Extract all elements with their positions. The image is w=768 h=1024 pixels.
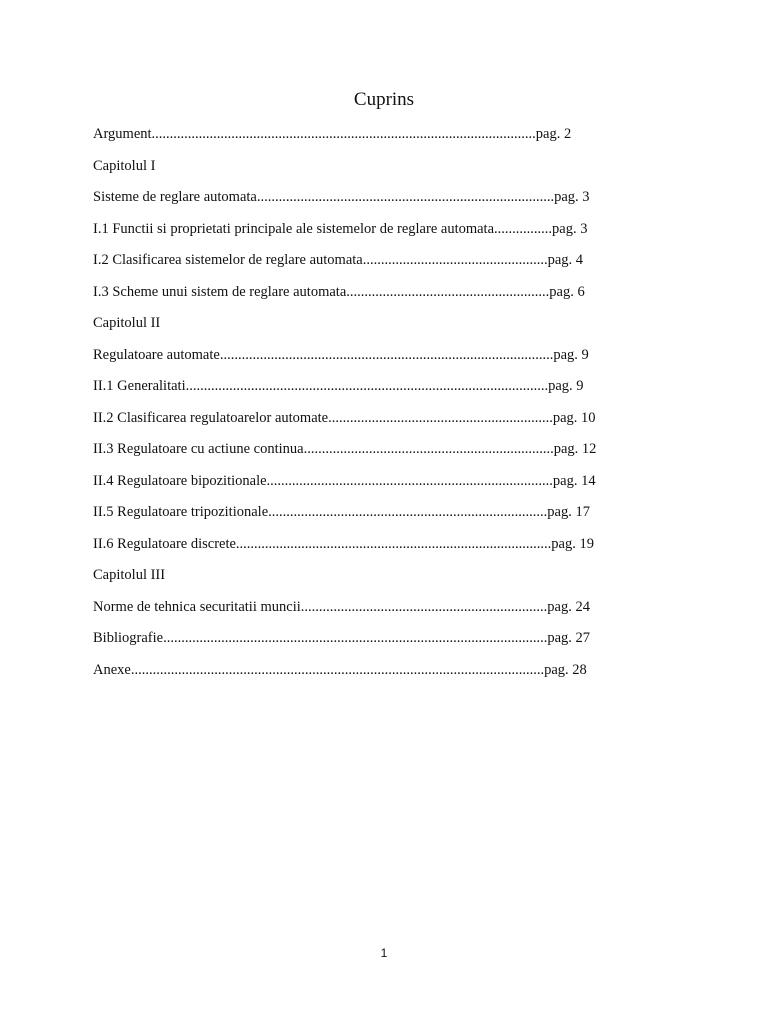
toc-entry-label: Norme de tehnica securitatii muncii	[93, 598, 301, 615]
toc-entry-page: pag. 28	[544, 661, 587, 678]
toc-entry-label: II.5 Regulatoare tripozitionale	[93, 504, 269, 520]
toc-entry-label: Bibliografie	[93, 630, 164, 646]
toc-entry-leader: .......................................................................................	[235, 535, 552, 552]
toc-entry-label: Anexe	[93, 661, 131, 678]
toc-entry-label: I.3 Scheme unui sistem de reglare automata	[93, 283, 347, 300]
toc-entry-leader: .....................................................................	[303, 441, 554, 457]
toc-entry-page: pag. 9	[553, 346, 589, 363]
toc-entry	[93, 531, 596, 563]
toc-entry-label: Sisteme de reglare automata	[93, 189, 257, 205]
toc-entry-label: II.6 Regulatoare discrete	[93, 535, 236, 552]
toc-entry-label: Capitolul III	[93, 567, 166, 583]
toc-entry	[93, 310, 596, 342]
toc-entry-label: Regulatoare automate	[93, 346, 220, 363]
toc-entry-page: pag. 9	[548, 378, 584, 394]
toc-entry-page: pag. 6	[549, 283, 585, 300]
toc-entry-leader: ..............................................................	[328, 409, 553, 426]
toc-entry	[93, 279, 596, 311]
toc-entry-label: II.4 Regulatoare bipozitionale	[93, 472, 267, 489]
toc-entry	[93, 247, 596, 279]
toc-entry-leader: ..........................................................................................................	[151, 126, 536, 142]
toc-entry-leader: ............................................................................................	[219, 346, 554, 363]
toc-entry	[93, 436, 596, 468]
toc-entry-label: I.2 Clasificarea sistemelor de reglare automata	[93, 252, 363, 268]
table-of-contents	[93, 121, 596, 688]
toc-entry-page: pag. 4	[547, 252, 584, 268]
toc-entry-label: Capitolul I	[93, 157, 156, 174]
toc-entry-label: II.3 Regulatoare cu actiune continua	[93, 441, 304, 457]
toc-entry-leader: .............................................................................	[268, 504, 548, 520]
toc-entry	[93, 468, 596, 500]
toc-entry	[93, 121, 596, 153]
toc-entry	[93, 562, 596, 594]
toc-entry-leader: ....................................................................................................	[185, 378, 549, 394]
toc-entry-leader: ...................................................	[362, 252, 548, 268]
toc-entry-leader: ..................................................................................	[256, 189, 555, 205]
page-number: 1	[380, 946, 388, 960]
toc-entry	[93, 184, 596, 216]
toc-entry	[93, 657, 596, 689]
toc-entry	[93, 499, 596, 531]
toc-entry-label: Capitolul II	[93, 315, 161, 331]
toc-entry-page: pag. 10	[552, 409, 596, 426]
toc-entry-page: pag. 27	[547, 630, 591, 646]
toc-entry	[93, 153, 596, 185]
toc-entry	[93, 625, 596, 657]
toc-entry-label: II.2 Clasificarea regulatoarelor automate	[93, 409, 329, 426]
toc-entry-leader: ..........................................................................................................	[163, 630, 548, 646]
toc-entry-label: I.1 Functii si proprietati principale ale sistemelor de reglare automata	[93, 220, 495, 237]
toc-entry-page: pag. 19	[551, 535, 594, 552]
toc-entry-page: pag. 2	[535, 126, 572, 142]
toc-entry-label: Argument	[93, 126, 152, 142]
toc-entry	[93, 405, 596, 437]
toc-entry-page: pag. 17	[547, 504, 590, 520]
toc-entry-page: pag. 3	[552, 220, 588, 237]
toc-entry-page: pag. 12	[553, 441, 597, 457]
toc-entry-leader: ................	[494, 220, 553, 237]
toc-entry-leader: ..................................................................................................................	[130, 661, 545, 678]
toc-entry-page: pag. 3	[554, 189, 590, 205]
toc-entry	[93, 373, 596, 405]
toc-entry-page: pag. 24	[547, 598, 590, 615]
toc-entry	[93, 594, 596, 626]
toc-entry-page: pag. 14	[552, 472, 596, 489]
toc-entry-leader: ...............................................................................	[266, 472, 553, 489]
toc-entry-leader: ........................................................	[346, 283, 550, 300]
page-title: Cuprins	[353, 89, 415, 110]
toc-entry	[93, 216, 596, 248]
toc-entry-leader: ....................................................................	[300, 598, 548, 615]
toc-entry-label: II.1 Generalitati	[93, 378, 186, 394]
toc-entry	[93, 342, 596, 374]
